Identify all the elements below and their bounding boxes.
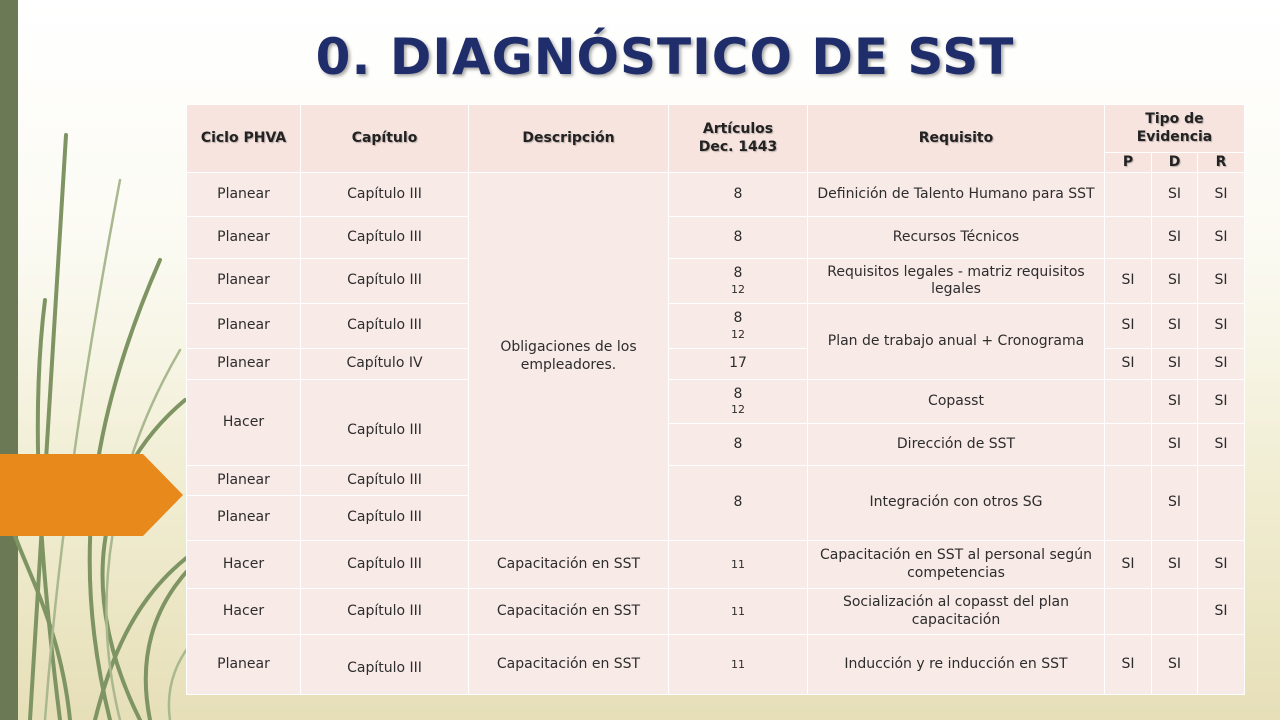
cell-d: SI xyxy=(1152,304,1198,349)
cell-articulo: 8 xyxy=(669,466,808,541)
cell-ciclo: Hacer xyxy=(187,541,301,589)
cell-d: SI xyxy=(1152,380,1198,424)
header-capitulo: Capítulo xyxy=(301,105,469,173)
cell-articulo: 11 xyxy=(669,635,808,695)
orange-arrow-shape xyxy=(0,454,183,536)
cell-ciclo: Planear xyxy=(187,217,301,259)
cell-r: SI xyxy=(1198,424,1245,466)
cell-p: SI xyxy=(1105,304,1152,349)
header-articulos-line1: Artículos xyxy=(702,121,774,137)
cell-descripcion-merged: Obligaciones de los empleadores. xyxy=(469,173,669,541)
cell-r: SI xyxy=(1198,541,1245,589)
cell-capitulo: Capítulo III xyxy=(301,173,469,217)
cell-requisito: Definición de Talento Humano para SST xyxy=(808,173,1105,217)
articulo-sub: 12 xyxy=(731,403,745,417)
header-row xyxy=(187,105,1245,153)
cell-ciclo: Planear xyxy=(187,173,301,217)
header-ciclo: Ciclo PHVA xyxy=(187,105,301,173)
header-tipo-evidencia xyxy=(1105,105,1245,153)
cell-requisito: Capacitación en SST al personal según competencias xyxy=(808,541,1105,589)
cell-r xyxy=(1198,466,1245,541)
cell-r: SI xyxy=(1198,349,1245,380)
table-row xyxy=(187,259,1245,304)
cell-p: SI xyxy=(1105,259,1152,304)
cell-ciclo: Planear xyxy=(187,304,301,349)
cell-articulo: 17 xyxy=(669,349,808,380)
cell-capitulo: Capítulo III xyxy=(301,541,469,589)
cell-p xyxy=(1105,589,1152,635)
cell-articulo: 8 xyxy=(669,173,808,217)
cell-d: SI xyxy=(1152,349,1198,380)
cell-articulo: 11 xyxy=(669,541,808,589)
cell-capitulo: Capítulo III xyxy=(301,635,469,695)
cell-p xyxy=(1105,173,1152,217)
cell-d: SI xyxy=(1152,635,1198,695)
cell-d xyxy=(1152,589,1198,635)
cell-capitulo: Capítulo III xyxy=(301,259,469,304)
cell-requisito: Socialización al copasst del plan capacitación xyxy=(808,589,1105,635)
cell-capitulo: Capítulo III xyxy=(301,304,469,349)
cell-p xyxy=(1105,466,1152,541)
table-row xyxy=(187,466,1245,496)
header-tipo-line1: Tipo de xyxy=(1145,111,1204,127)
table-row xyxy=(187,380,1245,424)
diagnostico-table xyxy=(186,104,1245,695)
cell-requisito: Integración con otros SG xyxy=(808,466,1105,541)
cell-requisito: Copasst xyxy=(808,380,1105,424)
cell-p xyxy=(1105,424,1152,466)
header-articulos xyxy=(669,105,808,173)
cell-d: SI xyxy=(1152,541,1198,589)
cell-ciclo: Planear xyxy=(187,635,301,695)
cell-capitulo: Capítulo III xyxy=(301,217,469,259)
table-row xyxy=(187,304,1245,349)
cell-p xyxy=(1105,217,1152,259)
cell-d: SI xyxy=(1152,466,1198,541)
cell-capitulo: Capítulo III xyxy=(301,589,469,635)
cell-articulo xyxy=(669,304,808,349)
cell-r: SI xyxy=(1198,304,1245,349)
cell-articulo xyxy=(669,380,808,424)
cell-capitulo: Capítulo III xyxy=(301,496,469,541)
cell-r: SI xyxy=(1198,259,1245,304)
cell-p: SI xyxy=(1105,541,1152,589)
page-title: 0. DIAGNÓSTICO DE SST xyxy=(315,28,1015,86)
cell-p xyxy=(1105,380,1152,424)
cell-ciclo: Planear xyxy=(187,349,301,380)
table-row xyxy=(187,173,1245,217)
cell-r: SI xyxy=(1198,173,1245,217)
articulo-main: 8 xyxy=(733,265,743,282)
header-d: D xyxy=(1152,153,1198,173)
table-row xyxy=(187,541,1245,589)
cell-requisito: Recursos Técnicos xyxy=(808,217,1105,259)
articulo-main: 8 xyxy=(733,310,743,327)
articulo-main: 8 xyxy=(733,385,743,402)
cell-articulo: 8 xyxy=(669,217,808,259)
cell-d: SI xyxy=(1152,217,1198,259)
header-r: R xyxy=(1198,153,1245,173)
cell-requisito: Inducción y re inducción en SST xyxy=(808,635,1105,695)
cell-requisito: Plan de trabajo anual + Cronograma xyxy=(808,304,1105,380)
cell-ciclo: Planear xyxy=(187,466,301,496)
table-row xyxy=(187,589,1245,635)
header-tipo-line2: Evidencia xyxy=(1136,128,1213,145)
cell-descripcion: Capacitación en SST xyxy=(469,635,669,695)
header-p: P xyxy=(1105,153,1152,173)
cell-requisito: Requisitos legales - matriz requisitos legales xyxy=(808,259,1105,304)
cell-p: SI xyxy=(1105,349,1152,380)
cell-d: SI xyxy=(1152,424,1198,466)
cell-capitulo: Capítulo III xyxy=(301,380,469,466)
cell-ciclo: Planear xyxy=(187,259,301,304)
articulo-sub: 12 xyxy=(731,282,745,296)
cell-r: SI xyxy=(1198,217,1245,259)
header-articulos-line2: Dec. 1443 xyxy=(698,138,778,155)
cell-requisito: Dirección de SST xyxy=(808,424,1105,466)
cell-descripcion: Capacitación en SST xyxy=(469,589,669,635)
cell-descripcion: Capacitación en SST xyxy=(469,541,669,589)
cell-d: SI xyxy=(1152,259,1198,304)
cell-capitulo: Capítulo IV xyxy=(301,349,469,380)
cell-p: SI xyxy=(1105,635,1152,695)
cell-ciclo: Hacer xyxy=(187,589,301,635)
cell-articulo: 11 xyxy=(669,589,808,635)
table-row xyxy=(187,217,1245,259)
cell-ciclo: Planear xyxy=(187,496,301,541)
table-row xyxy=(187,635,1245,695)
cell-d: SI xyxy=(1152,173,1198,217)
cell-articulo: 8 xyxy=(669,424,808,466)
cell-capitulo: Capítulo III xyxy=(301,466,469,496)
header-requisito: Requisito xyxy=(808,105,1105,173)
cell-articulo xyxy=(669,259,808,304)
cell-r: SI xyxy=(1198,589,1245,635)
cell-r xyxy=(1198,635,1245,695)
cell-ciclo: Hacer xyxy=(187,380,301,466)
header-descripcion: Descripción xyxy=(469,105,669,173)
cell-r: SI xyxy=(1198,380,1245,424)
articulo-sub: 12 xyxy=(731,327,745,341)
